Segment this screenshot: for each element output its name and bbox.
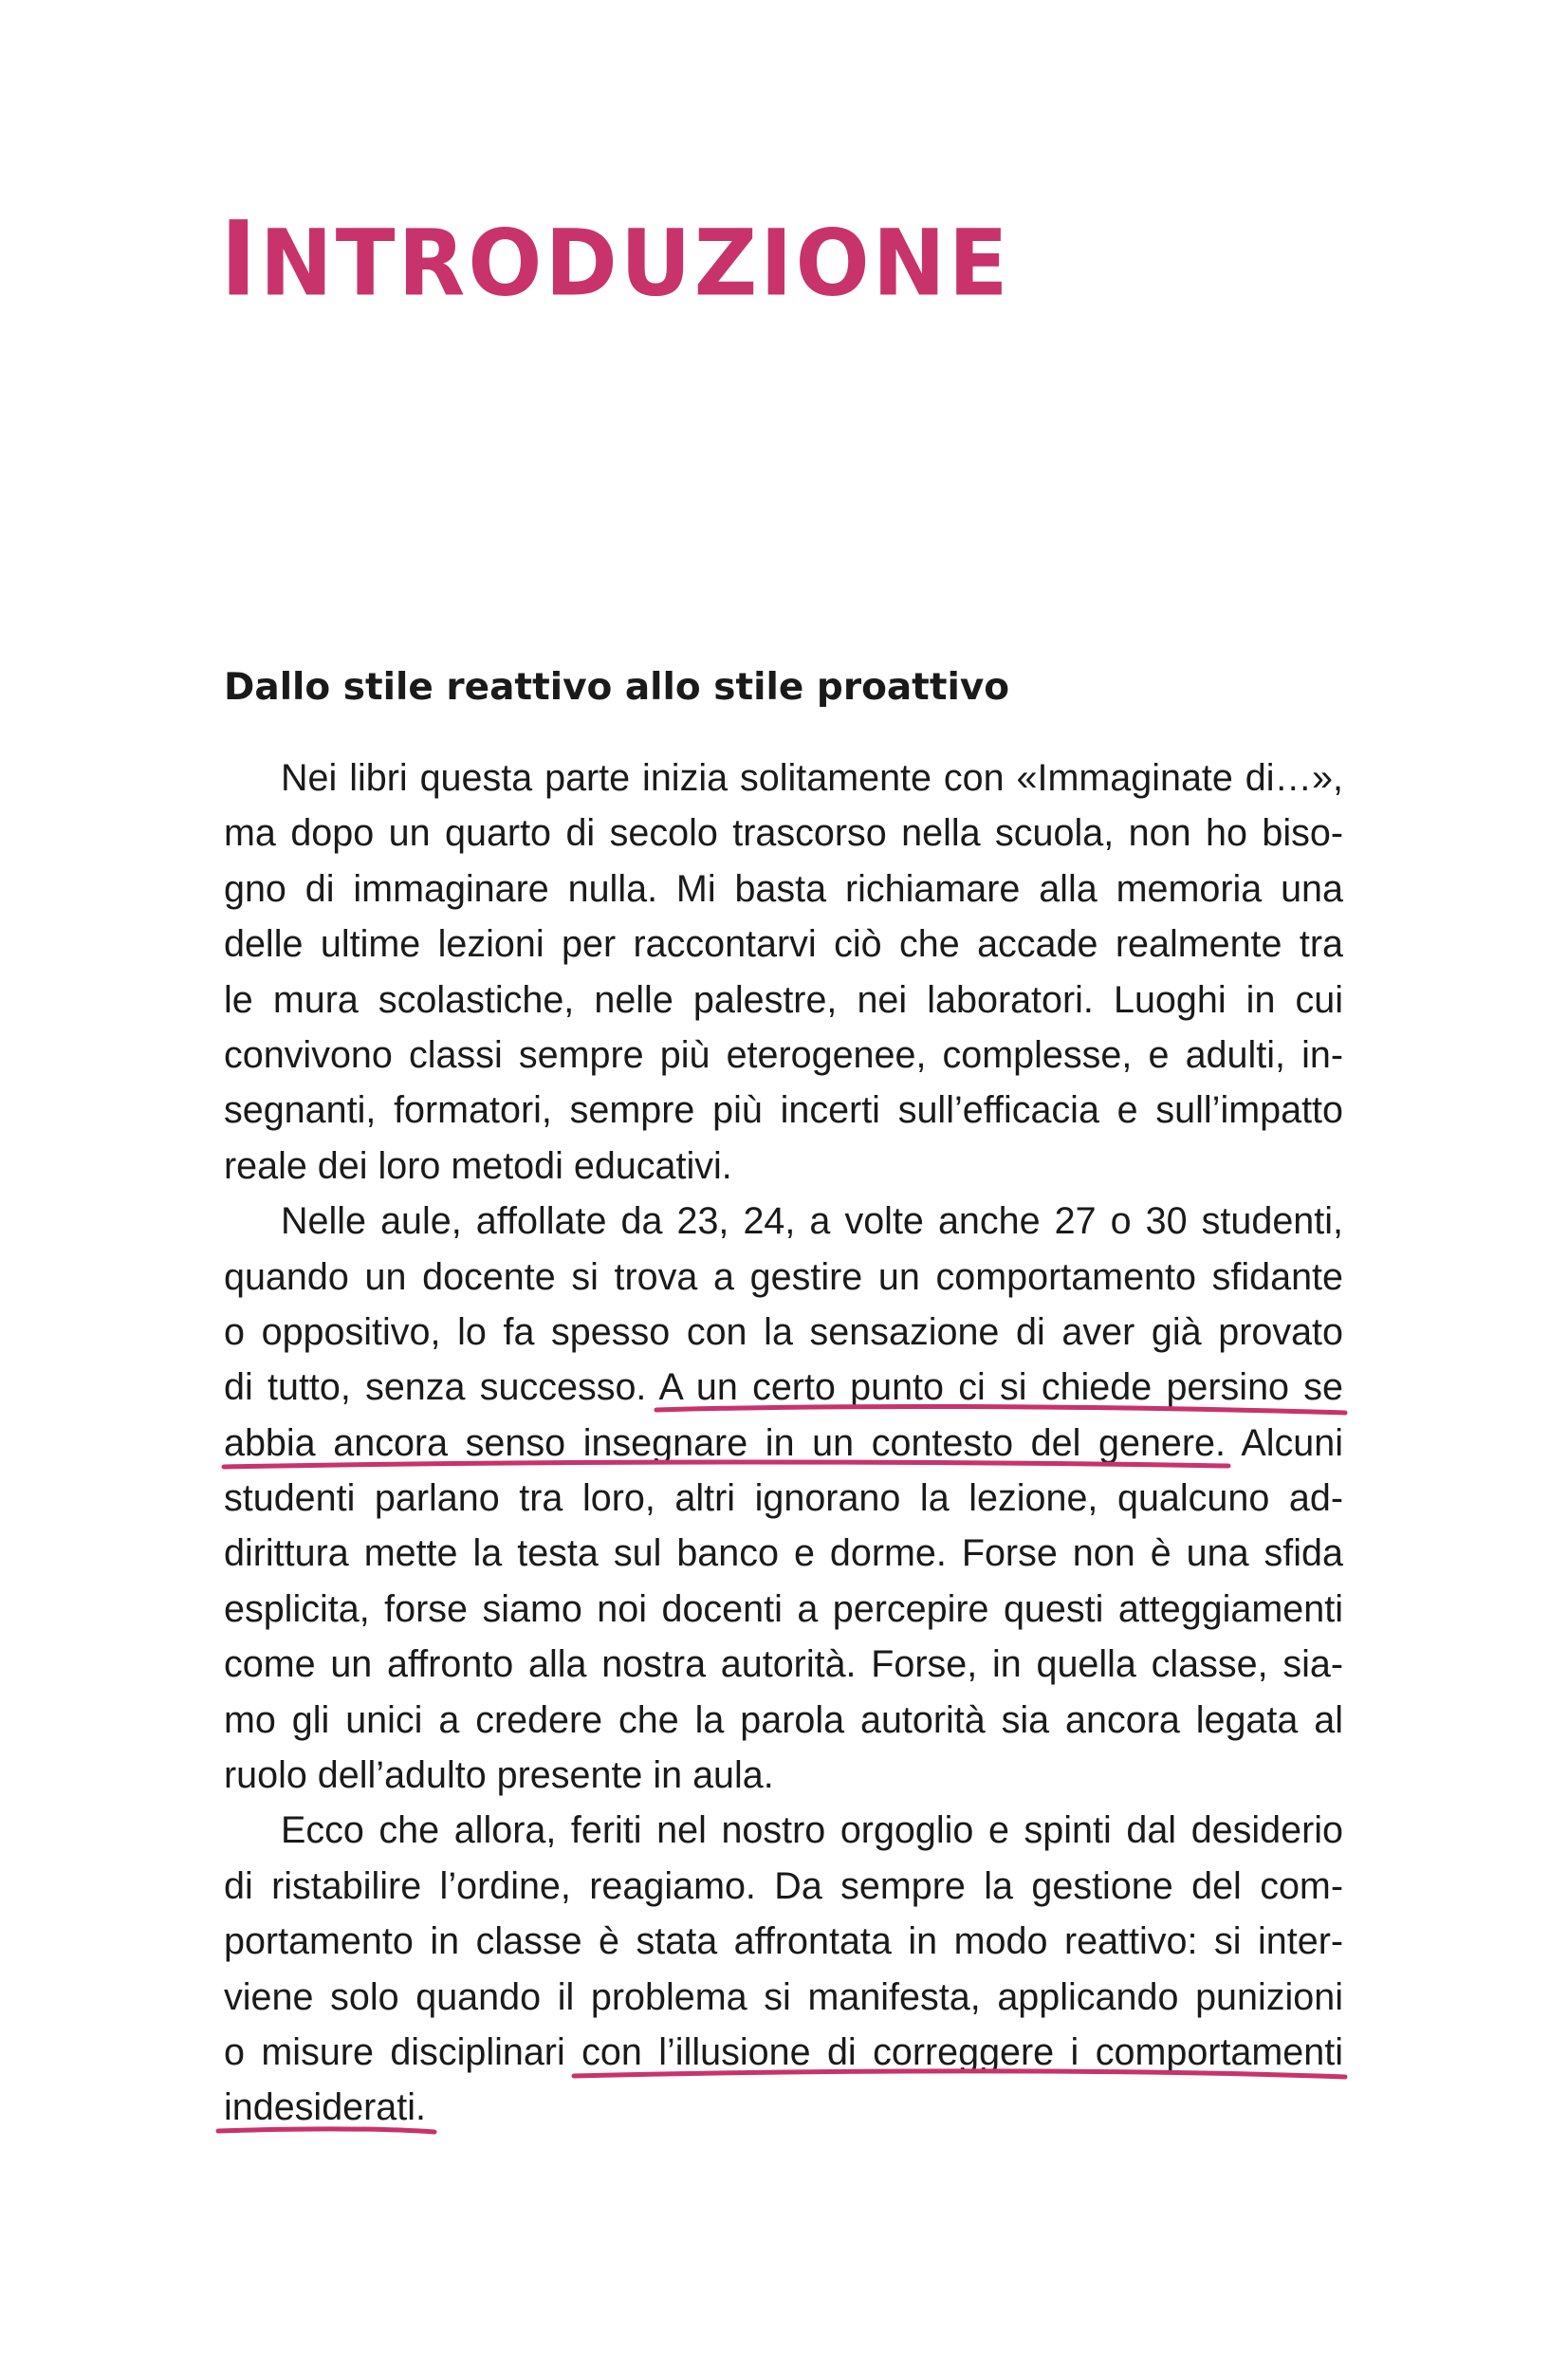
p2-line-11: ruolo dell’adulto presente in aula. (224, 1754, 774, 1797)
p3-line-6: indesiderati. (224, 2086, 426, 2129)
p2-line-7: dirittura mette la testa sul banco e dorme. Forse non è una sfida (224, 1532, 1343, 1575)
p3-line-2: di ristabilire l’ordine, reagiamo. Da sempre la gestione del com- (224, 1864, 1343, 1907)
p1-line-1: Nei libri questa parte inizia solitamente con «Immaginate di…», (281, 757, 1343, 799)
p2-line-10: mo gli unici a credere che la parola autorità sia ancora legata al (224, 1698, 1343, 1741)
p1-line-6: convivono classi sempre più eterogenee, complesse, e adulti, in- (224, 1033, 1343, 1076)
p3-line-3: portamento in classe è stata affrontata in modo reattivo: si inter- (224, 1920, 1343, 1963)
p1-line-3: gno di immaginare nulla. Mi basta richiamare alla memoria una (224, 867, 1343, 910)
p2-line-3: o oppositivo, lo fa spesso con la sensazione di aver già provato (224, 1310, 1343, 1353)
p1-line-7: segnanti, formatori, sempre più incerti sull’efficacia e sull’impatto (224, 1089, 1343, 1132)
p2-line-5: abbia ancora senso insegnare in un contesto del genere. Alcuni (224, 1421, 1343, 1464)
section-heading: Dallo stile reattivo allo stile proattivo (224, 666, 1010, 709)
p2-line-1: Nelle aule, affollate da 23, 24, a volte anche 27 o 30 studenti, (281, 1200, 1343, 1243)
p1-line-2: ma dopo un quarto di secolo trascorso nella scuola, non ho biso- (224, 812, 1343, 855)
p1-line-4: delle ultime lezioni per raccontarvi ciò che accade realmente tra (224, 923, 1343, 966)
p3-line-5: o misure disciplinari con l’illusione di correggere i comportamenti (224, 2030, 1343, 2073)
p3-line-1: Ecco che allora, feriti nel nostro orgoglio e spinti dal desiderio (281, 1809, 1343, 1852)
chapter-title-rest: NTRODUZIONE (259, 210, 1011, 317)
p2-line-9: come un affronto alla nostra autorità. Forse, in quella classe, sia- (224, 1643, 1343, 1686)
chapter-title (220, 197, 1011, 320)
p1-line-5: le mura scolastiche, nelle palestre, nei laboratori. Luoghi in cui (224, 978, 1343, 1021)
chapter-title-initial: I (220, 197, 260, 320)
p2-line-8: esplicita, forse siamo noi docenti a percepire questi atteggiamenti (224, 1587, 1343, 1630)
p1-line-8: reale dei loro metodi educativi. (224, 1144, 732, 1187)
p3-line-4: viene solo quando il problema si manifesta, applicando punizioni (224, 1975, 1343, 2018)
p2-line-2: quando un docente si trova a gestire un comportamento sfidante (224, 1255, 1343, 1298)
p2-line-4: di tutto, senza successo. A un certo punto ci si chiede persino se (224, 1366, 1343, 1409)
body-text (224, 750, 1343, 2136)
p2-line-6: studenti parlano tra loro, altri ignorano la lezione, qualcuno ad- (224, 1477, 1343, 1520)
